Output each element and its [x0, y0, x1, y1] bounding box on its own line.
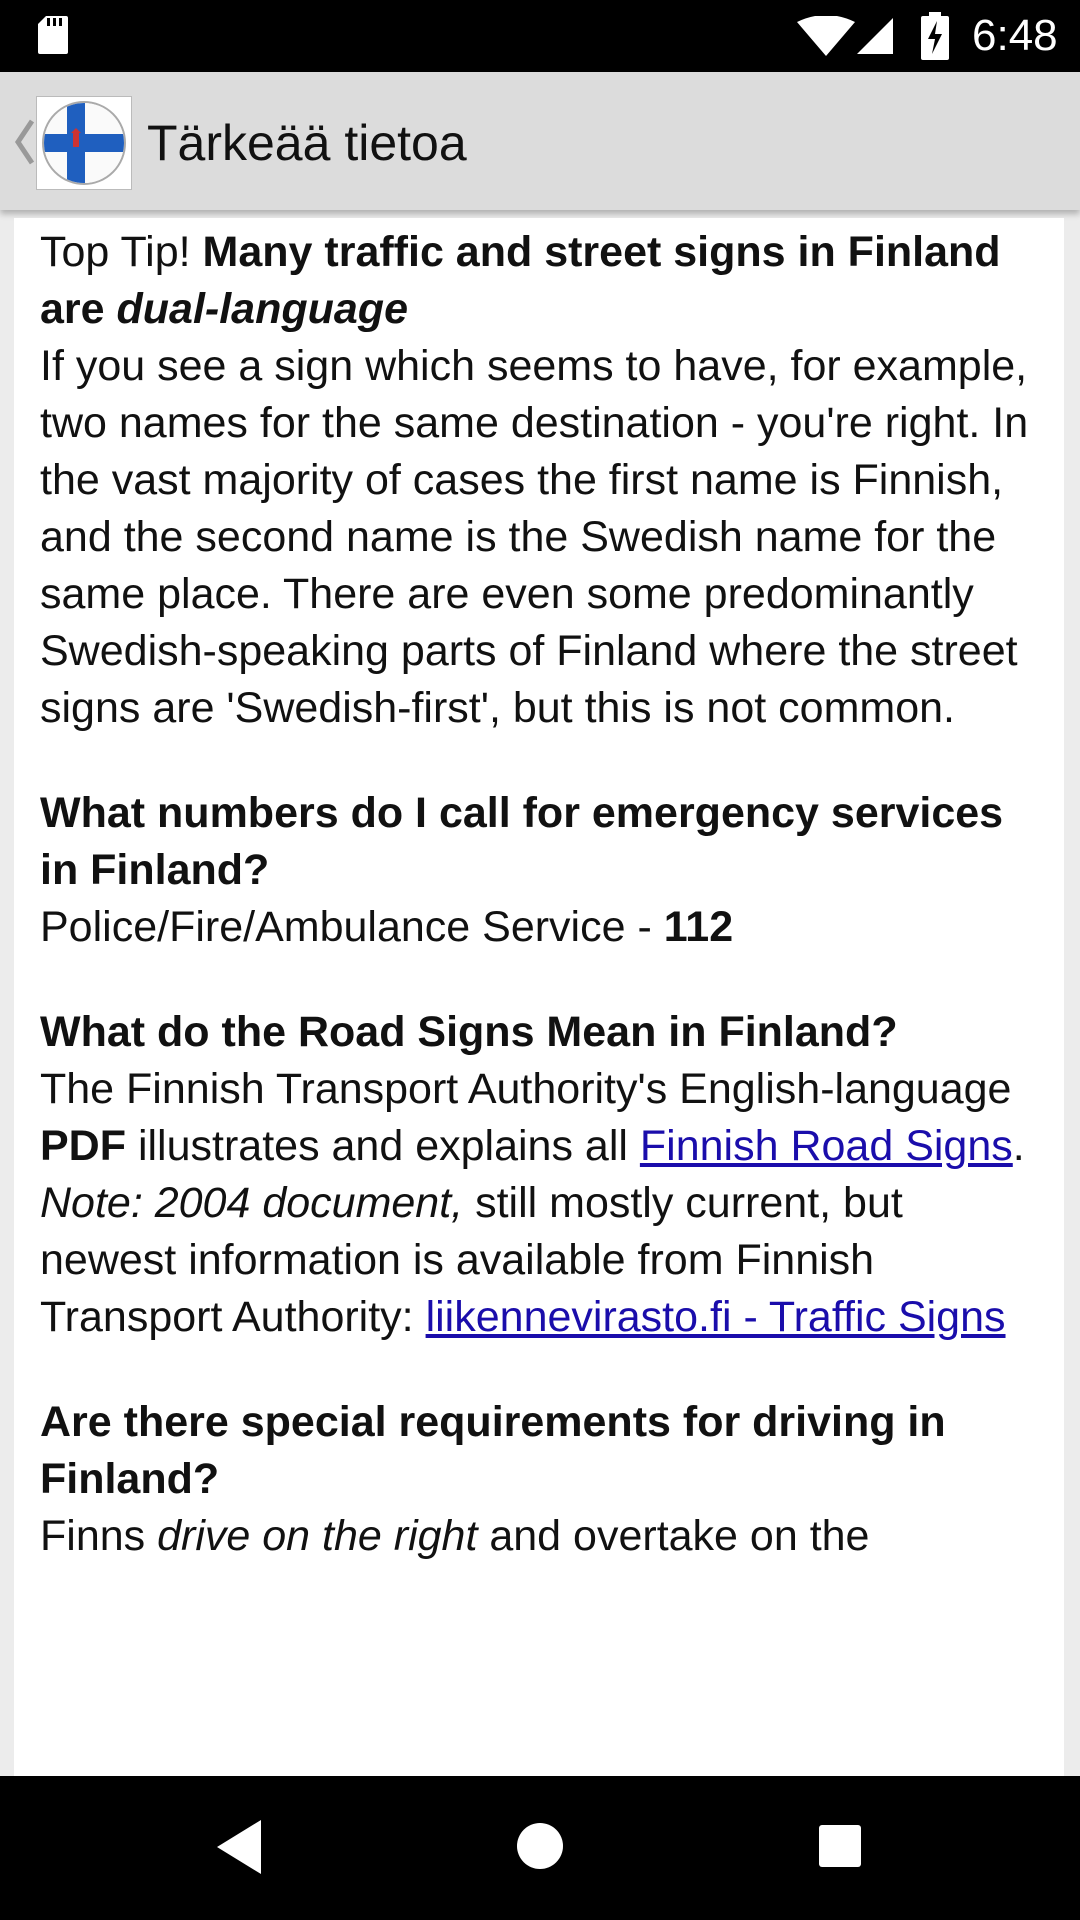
wifi-icon — [795, 16, 857, 56]
nav-home-icon[interactable] — [516, 1822, 564, 1870]
road-signs-heading: What do the Road Signs Mean in Finland? — [40, 1008, 898, 1056]
app-bar — [0, 72, 1080, 210]
driving-heading: Are there special requirements for driving in Finland? — [40, 1398, 946, 1503]
road-signs-text: The Finnish Transport Authority's English-language PDF illustrates and explains all Finnish Road Signs. Note: 2004 document, still mostly current, but newest information is available from Finnish Transport Authority: liikennevirasto.fi - Traffic Signs — [40, 1065, 1025, 1341]
sd-card-icon — [36, 14, 70, 56]
navigation-bar — [0, 1776, 1080, 1920]
driving-text: Finns drive on the right and overtake on the — [40, 1512, 870, 1560]
top-tip-section — [40, 224, 1050, 338]
top-tip-heading: Many traffic and street signs in Finland are — [40, 228, 1001, 333]
finnish-road-signs-link[interactable]: Finnish Road Signs — [639, 1122, 1013, 1170]
top-tip-body: If you see a sign which seems to have, for example, two names for the same destination - you're right. In the vast majority of cases the first name is Finnish, and the second name is the Swedish name for the same place. There are even some predominantly Swedish-speaking parts of Finland where the street signs are 'Swedish-first', but this is not common. — [40, 342, 1029, 732]
nav-back-icon[interactable] — [213, 1816, 265, 1878]
finland-flag-icon — [37, 97, 131, 189]
status-bar — [0, 0, 1080, 72]
nav-recents-icon[interactable] — [818, 1824, 862, 1868]
article — [40, 224, 1050, 1565]
note-text: Note: 2004 document, — [40, 1179, 464, 1227]
page-title: Tärkeää tietoa — [147, 115, 467, 171]
pdf-label: PDF — [40, 1122, 126, 1170]
back-chevron-icon[interactable] — [10, 117, 38, 167]
battery-charging-icon — [920, 12, 950, 60]
emergency-heading: What numbers do I call for emergency services in Finland? — [40, 789, 1004, 894]
content-panel[interactable] — [14, 218, 1064, 1776]
app-logo[interactable] — [36, 96, 132, 190]
emergency-number: 112 — [663, 903, 734, 951]
top-tip-prefix: Top Tip! — [40, 228, 203, 276]
traffic-signs-link[interactable]: liikennevirasto.fi - Traffic Signs — [425, 1293, 1006, 1341]
clock: 6:48 — [972, 11, 1058, 60]
cell-signal-icon — [855, 16, 895, 56]
emergency-text: Police/Fire/Ambulance Service - 112 — [40, 903, 734, 951]
top-tip-heading-italic: dual-language — [116, 285, 408, 333]
